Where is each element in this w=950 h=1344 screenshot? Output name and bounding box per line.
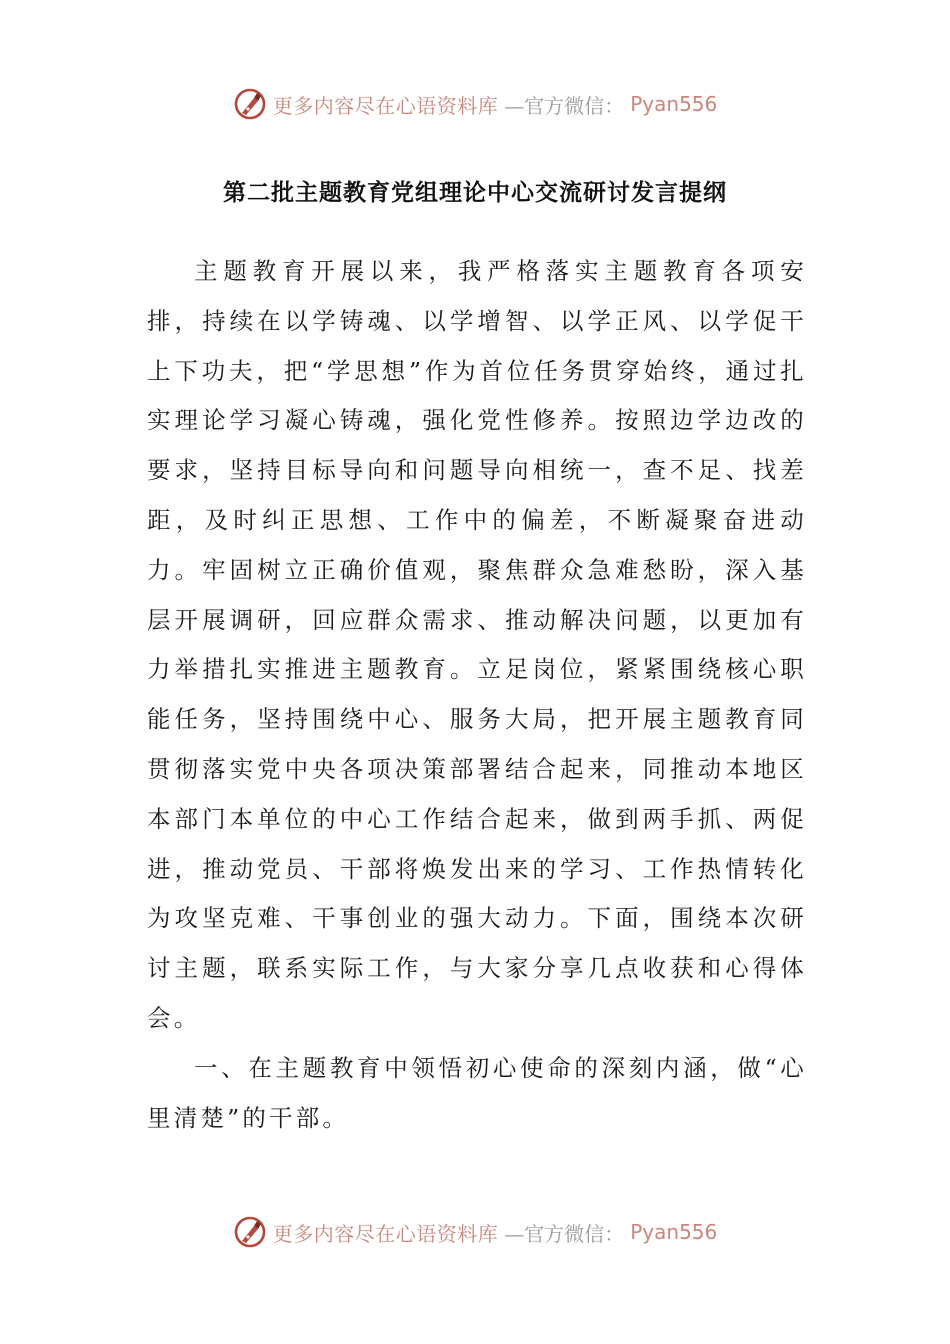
watermark-brand-text: 更多内容尽在心语资料库	[272, 1221, 499, 1246]
pen-nib-circle-logo-icon	[233, 87, 267, 121]
watermark-separator-text: —官方微信：	[504, 1221, 625, 1246]
body-paragraph: 主题教育开展以来，我严格落实主题教育各项安排，持续在以学铸魂、以学增智、以学正风、以学促干上下功夫，把“学思想”作为首位任务贯穿始终，通过扎实理论学习凝心铸魂，强化党性修养。按照边学边改的要求，坚持目标导向和问题导向相统一，查不足、找差距，及时纠正思想、工作中的偏差，不断凝聚奋进动力。牢固树立正确价值观，聚焦群众急难愁盼，深入基层开展调研，回应群众需求、推动解决问题，以更加有力举措扎实推进主题教育。立足岗位，紧紧围绕核心职能任务，坚持围绕中心、服务大局，把开展主题教育同贯彻落实党中央各项决策部署结合起来，同推动本地区本部门本单位的中心工作结合起来，做到两手抓、两促进，推动党员、干部将焕发出来的学习、工作热情转化为攻坚克难、干事创业的强大动力。下面，围绕本次研讨主题，联系实际工作，与大家分享几点收获和心得体会。	[147, 257, 807, 1032]
header-watermark	[0, 84, 950, 124]
document-body	[147, 247, 807, 1143]
watermark-wechat-id: Pyan556	[630, 92, 718, 116]
document-title: 第二批主题教育党组理论中心交流研讨发言提纲	[223, 180, 727, 206]
pen-nib-circle-logo-icon	[233, 1215, 267, 1249]
footer-watermark	[0, 1212, 950, 1252]
section-heading-paragraph: 一、在主题教育中领悟初心使命的深刻内涵，做“心里清楚”的干部。	[147, 1053, 807, 1132]
watermark-wechat-id: Pyan556	[630, 1220, 718, 1244]
watermark-brand-text: 更多内容尽在心语资料库	[272, 93, 499, 118]
watermark-separator-text: —官方微信：	[504, 93, 625, 118]
